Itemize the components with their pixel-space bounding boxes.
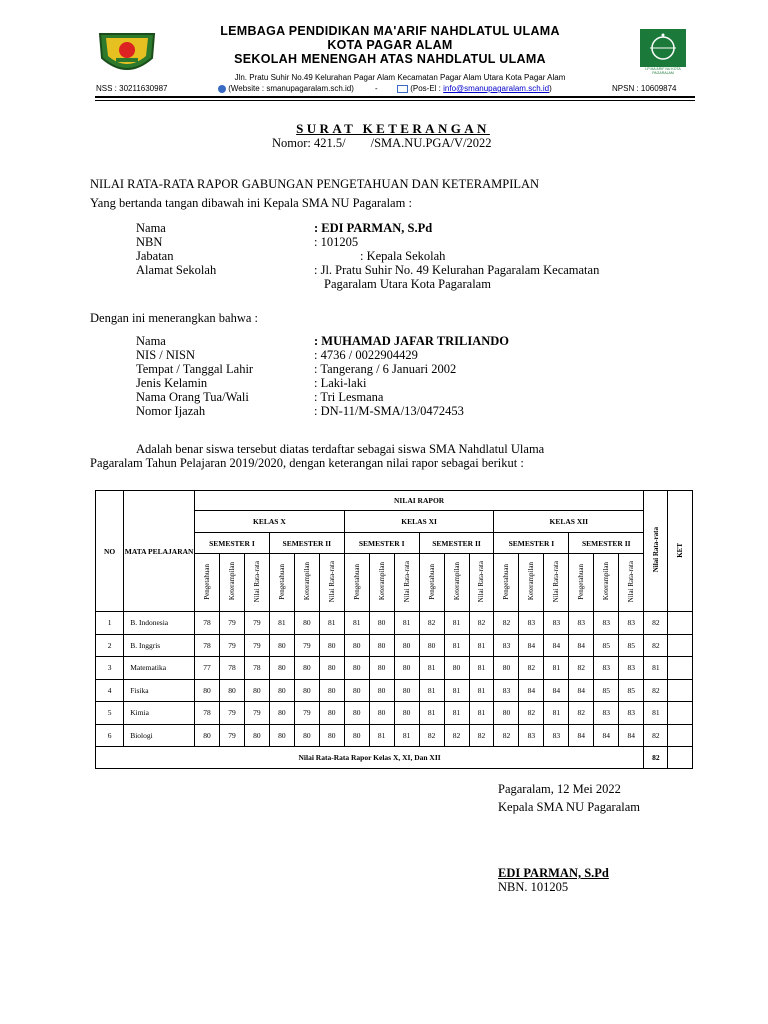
grade-cell: 80: [319, 702, 344, 725]
header-rule-thin: [95, 100, 695, 101]
grade-cell: 83: [544, 724, 569, 747]
header-nilai-rapor: NILAI RAPOR: [195, 491, 644, 511]
row-average: 82: [644, 679, 668, 702]
signer-name-value: : EDI PARMAN, S.Pd: [314, 221, 433, 235]
school-address-label: Alamat Sekolah: [136, 263, 217, 277]
grade-cell: 83: [619, 612, 644, 635]
row-number: 6: [96, 724, 124, 747]
grade-cell: 80: [195, 679, 220, 702]
table-row: [96, 724, 693, 747]
grade-cell: 80: [269, 679, 294, 702]
grade-cell: 79: [219, 702, 244, 725]
grade-cell: 80: [344, 634, 369, 657]
grade-cell: 80: [319, 679, 344, 702]
grade-cell: 80: [269, 702, 294, 725]
signature-nbn: NBN. 101205: [498, 880, 569, 894]
student-birth-value: : Tangerang / 6 Januari 2002: [314, 362, 457, 376]
grade-cell: 81: [444, 634, 469, 657]
grade-cell: 81: [469, 657, 494, 680]
header-sub-keterampilan: Keterampilan: [294, 554, 319, 612]
row-number: 4: [96, 679, 124, 702]
grade-cell: 81: [394, 724, 419, 747]
grade-cell: 85: [619, 679, 644, 702]
row-number: 3: [96, 657, 124, 680]
grade-cell: 79: [244, 634, 269, 657]
header-sub-rata: Nilai Rata-rata: [244, 554, 269, 612]
grade-cell: 80: [369, 679, 394, 702]
grade-cell: 80: [319, 634, 344, 657]
email-label: (Pos-El :: [410, 84, 441, 93]
header-semester-1: SEMESTER I: [344, 533, 419, 554]
header-sub-rata: Nilai Rata-rata: [394, 554, 419, 612]
grade-cell: 81: [319, 612, 344, 635]
nss-number: NSS : 30211630987: [96, 84, 168, 93]
grade-cell: 82: [444, 724, 469, 747]
header-sub-rata: Nilai Rata-rata: [619, 554, 644, 612]
header-sub-keterampilan: Keterampilan: [519, 554, 544, 612]
table-row: [96, 657, 693, 680]
student-name-value: : MUHAMAD JAFAR TRILIANDO: [314, 334, 510, 348]
grade-cell: 82: [494, 724, 519, 747]
student-gender-label: Jenis Kelamin: [136, 376, 208, 390]
table-row: [96, 634, 693, 657]
student-parent-label: Nama Orang Tua/Wali: [136, 390, 249, 404]
student-nis-label: NIS / NISN: [136, 348, 196, 362]
table-footer-row: [96, 747, 693, 769]
npsn-number: NPSN : 10609874: [612, 84, 677, 93]
student-ijazah-label: Nomor Ijazah: [136, 404, 206, 418]
header-ket: KET: [668, 491, 693, 612]
grade-cell: 80: [195, 724, 220, 747]
grade-cell: 85: [619, 634, 644, 657]
email-line: [397, 84, 552, 93]
header-sub-keterampilan: Keterampilan: [219, 554, 244, 612]
grade-cell: 79: [294, 702, 319, 725]
row-ket: [668, 702, 693, 725]
table-row: [96, 679, 693, 702]
paragraph-line2: Pagaralam Tahun Pelajaran 2019/2020, dengan keterangan nilai rapor sebagai berikut :: [90, 456, 524, 470]
grade-cell: 81: [419, 679, 444, 702]
header-sub-pengetahuan: Pengetahuan: [419, 554, 444, 612]
grade-cell: 83: [519, 612, 544, 635]
grade-cell: 81: [469, 634, 494, 657]
student-birth-label: Tempat / Tanggal Lahir: [136, 362, 254, 376]
website-line: [218, 84, 354, 93]
row-subject: B. Indonesia: [124, 612, 195, 635]
grade-cell: 82: [519, 657, 544, 680]
school-address: Jln. Pratu Suhir No.49 Kelurahan Pagar Alam Kecamatan Pagar Alam Utara Kota Pagar Alam: [234, 73, 566, 82]
globe-icon: [218, 85, 226, 93]
grade-cell: 84: [519, 679, 544, 702]
grade-cell: 81: [469, 702, 494, 725]
grade-cell: 83: [594, 612, 619, 635]
grade-cell: 82: [469, 612, 494, 635]
header-semester-2: SEMESTER II: [269, 533, 344, 554]
grade-cell: 84: [619, 724, 644, 747]
grade-cell: 80: [294, 724, 319, 747]
header-sub-keterampilan: Keterampilan: [369, 554, 394, 612]
declare-text: Dengan ini menerangkan bahwa :: [90, 311, 258, 325]
grade-cell: 82: [494, 612, 519, 635]
table-row: [96, 702, 693, 725]
school-name: SEKOLAH MENENGAH ATAS NAHDLATUL ULAMA: [234, 52, 546, 66]
nu-logo-caption: LP MA'ARIF NU KOTA PAGARALAM: [645, 67, 681, 75]
grade-cell: 81: [444, 702, 469, 725]
grade-cell: 81: [444, 612, 469, 635]
grade-cell: 81: [544, 702, 569, 725]
row-average: 82: [644, 612, 668, 635]
row-subject: Fisika: [124, 679, 195, 702]
footer-ket: [668, 747, 693, 769]
letter-subject: NILAI RATA-RATA RAPOR GABUNGAN PENGETAHUAN DAN KETERAMPILAN: [90, 177, 540, 191]
grade-cell: 84: [569, 634, 594, 657]
row-ket: [668, 634, 693, 657]
header-kelas-x: KELAS X: [195, 511, 345, 533]
header-semester-2: SEMESTER II: [419, 533, 494, 554]
signature-role: Kepala SMA NU Pagaralam: [498, 800, 640, 814]
header-sub-keterampilan: Keterampilan: [444, 554, 469, 612]
grade-cell: 79: [244, 702, 269, 725]
paragraph-line1: Adalah benar siswa tersebut diatas terdaftar sebagai siswa SMA Nahdlatul Ulama: [136, 442, 545, 456]
grade-cell: 84: [569, 679, 594, 702]
row-average: 82: [644, 634, 668, 657]
row-number: 1: [96, 612, 124, 635]
grade-cell: 83: [619, 702, 644, 725]
grade-cell: 78: [244, 657, 269, 680]
header-semester-1: SEMESTER I: [494, 533, 569, 554]
grade-cell: 83: [544, 612, 569, 635]
header-average: Nilai Rata-rata: [644, 491, 668, 612]
row-subject: B. Inggris: [124, 634, 195, 657]
city-name: KOTA PAGAR ALAM: [327, 38, 453, 52]
grade-cell: 83: [519, 724, 544, 747]
grade-cell: 80: [444, 657, 469, 680]
grade-cell: 80: [294, 657, 319, 680]
grade-cell: 81: [419, 657, 444, 680]
grade-cell: 82: [519, 702, 544, 725]
grade-cell: 82: [419, 612, 444, 635]
header-sub-rata: Nilai Rata-rata: [469, 554, 494, 612]
header-sub-pengetahuan: Pengetahuan: [195, 554, 220, 612]
row-subject: Kimia: [124, 702, 195, 725]
grade-cell: 80: [294, 612, 319, 635]
grade-cell: 80: [369, 634, 394, 657]
header-subject: MATA PELAJARAN: [124, 491, 195, 612]
grade-cell: 80: [344, 724, 369, 747]
grade-cell: 81: [344, 612, 369, 635]
grade-cell: 80: [269, 724, 294, 747]
grade-cell: 80: [294, 679, 319, 702]
grade-cell: 80: [244, 679, 269, 702]
grade-cell: 83: [494, 679, 519, 702]
grade-cell: 78: [195, 634, 220, 657]
grade-cell: 83: [569, 612, 594, 635]
signer-nbn-value: : 101205: [314, 235, 359, 249]
student-parent-value: : Tri Lesmana: [314, 390, 384, 404]
header-semester-2: SEMESTER II: [569, 533, 644, 554]
grade-cell: 80: [319, 724, 344, 747]
signer-position-label: Jabatan: [136, 249, 174, 263]
envelope-icon: [397, 85, 408, 93]
grade-cell: 82: [569, 702, 594, 725]
row-ket: [668, 724, 693, 747]
grade-cell: 80: [494, 657, 519, 680]
grade-cell: 84: [544, 634, 569, 657]
header-no: NO: [96, 491, 124, 612]
grade-cell: 79: [244, 612, 269, 635]
grade-cell: 84: [569, 724, 594, 747]
grade-cell: 85: [594, 679, 619, 702]
row-ket: [668, 612, 693, 635]
grade-cell: 78: [195, 702, 220, 725]
grade-cell: 84: [594, 724, 619, 747]
grade-cell: 80: [219, 679, 244, 702]
grade-cell: 83: [594, 657, 619, 680]
grade-cell: 78: [219, 657, 244, 680]
header-kelas-xi: KELAS XI: [344, 511, 494, 533]
grade-cell: 79: [219, 634, 244, 657]
grade-cell: 78: [195, 612, 220, 635]
student-nis-value: : 4736 / 0022904429: [314, 348, 418, 362]
intro-text: Yang bertanda tangan dibawah ini Kepala SMA NU Pagaralam :: [90, 196, 412, 210]
student-gender-value: : Laki-laki: [314, 376, 367, 390]
grade-cell: 80: [369, 657, 394, 680]
table-row: [96, 612, 693, 635]
grade-cell: 80: [394, 657, 419, 680]
signer-nbn-label: NBN: [136, 235, 163, 249]
institution-name: LEMBAGA PENDIDIKAN MA'ARIF NAHDLATUL ULAMA: [220, 24, 560, 38]
signer-name-label: Nama: [136, 221, 166, 235]
grade-cell: 81: [369, 724, 394, 747]
grade-cell: 80: [494, 702, 519, 725]
letter-title: SURAT KETERANGAN: [296, 121, 490, 136]
row-number: 5: [96, 702, 124, 725]
email-close: ): [549, 84, 552, 93]
grade-cell: 80: [269, 657, 294, 680]
header-sub-keterampilan: Keterampilan: [594, 554, 619, 612]
grade-cell: 80: [369, 612, 394, 635]
grade-cell: 81: [444, 679, 469, 702]
grade-cell: 81: [469, 679, 494, 702]
row-ket: [668, 657, 693, 680]
signature-place-date: Pagaralam, 12 Mei 2022: [498, 782, 621, 796]
letter-number: Nomor: 421.5/ /SMA.NU.PGA/V/2022: [272, 136, 492, 150]
grade-cell: 84: [519, 634, 544, 657]
signer-position-value: : Kepala Sekolah: [360, 249, 446, 263]
grade-cell: 80: [319, 657, 344, 680]
school-crest-logo: [96, 28, 158, 78]
student-ijazah-value: : DN-11/M-SMA/13/0472453: [314, 404, 464, 418]
grade-cell: 81: [269, 612, 294, 635]
grade-cell: 80: [394, 679, 419, 702]
grades-table: [95, 490, 693, 769]
grade-cell: 81: [544, 657, 569, 680]
overall-average-label: Nilai Rata-Rata Rapor Kelas X, XI, Dan XII: [96, 747, 644, 769]
header-sub-rata: Nilai Rata-rata: [544, 554, 569, 612]
grade-cell: 77: [195, 657, 220, 680]
separator-dash: -: [375, 84, 378, 93]
header-rule-thick: [95, 96, 695, 98]
header-sub-pengetahuan: Pengetahuan: [269, 554, 294, 612]
grade-cell: 80: [394, 702, 419, 725]
row-average: 81: [644, 702, 668, 725]
grade-cell: 79: [294, 634, 319, 657]
grade-cell: 82: [419, 724, 444, 747]
grade-cell: 84: [544, 679, 569, 702]
row-average: 81: [644, 657, 668, 680]
website-label: (Website : smanupagaralam.sch.id): [228, 84, 354, 93]
grade-cell: 83: [494, 634, 519, 657]
grade-cell: 80: [419, 634, 444, 657]
grade-cell: 80: [244, 724, 269, 747]
header-sub-rata: Nilai Rata-rata: [319, 554, 344, 612]
grade-cell: 82: [569, 657, 594, 680]
row-number: 2: [96, 634, 124, 657]
grade-cell: 85: [594, 634, 619, 657]
grade-cell: 82: [469, 724, 494, 747]
grade-cell: 80: [269, 634, 294, 657]
grade-cell: 80: [369, 702, 394, 725]
grade-cell: 80: [394, 634, 419, 657]
grade-cell: 80: [344, 679, 369, 702]
grade-cell: 83: [594, 702, 619, 725]
row-ket: [668, 679, 693, 702]
signature-name: EDI PARMAN, S.Pd: [498, 866, 609, 880]
overall-average-value: 82: [644, 747, 668, 769]
student-name-label: Nama: [136, 334, 166, 348]
grade-cell: 79: [219, 612, 244, 635]
grade-cell: 81: [394, 612, 419, 635]
header-sub-pengetahuan: Pengetahuan: [344, 554, 369, 612]
school-address-cont: Pagaralam Utara Kota Pagaralam: [324, 277, 491, 291]
grade-cell: 80: [344, 657, 369, 680]
grade-cell: 83: [619, 657, 644, 680]
header-kelas-xii: KELAS XII: [494, 511, 644, 533]
grade-cell: 79: [219, 724, 244, 747]
grade-cell: 81: [419, 702, 444, 725]
row-subject: Biologi: [124, 724, 195, 747]
school-address-value: : Jl. Pratu Suhir No. 49 Kelurahan Pagaralam Kecamatan: [314, 263, 600, 277]
email-link[interactable]: info@smanupagaralam.sch.id: [443, 84, 550, 93]
row-average: 82: [644, 724, 668, 747]
row-subject: Matematika: [124, 657, 195, 680]
header-sub-pengetahuan: Pengetahuan: [569, 554, 594, 612]
header-semester-1: SEMESTER I: [195, 533, 270, 554]
header-sub-pengetahuan: Pengetahuan: [494, 554, 519, 612]
grade-cell: 80: [344, 702, 369, 725]
